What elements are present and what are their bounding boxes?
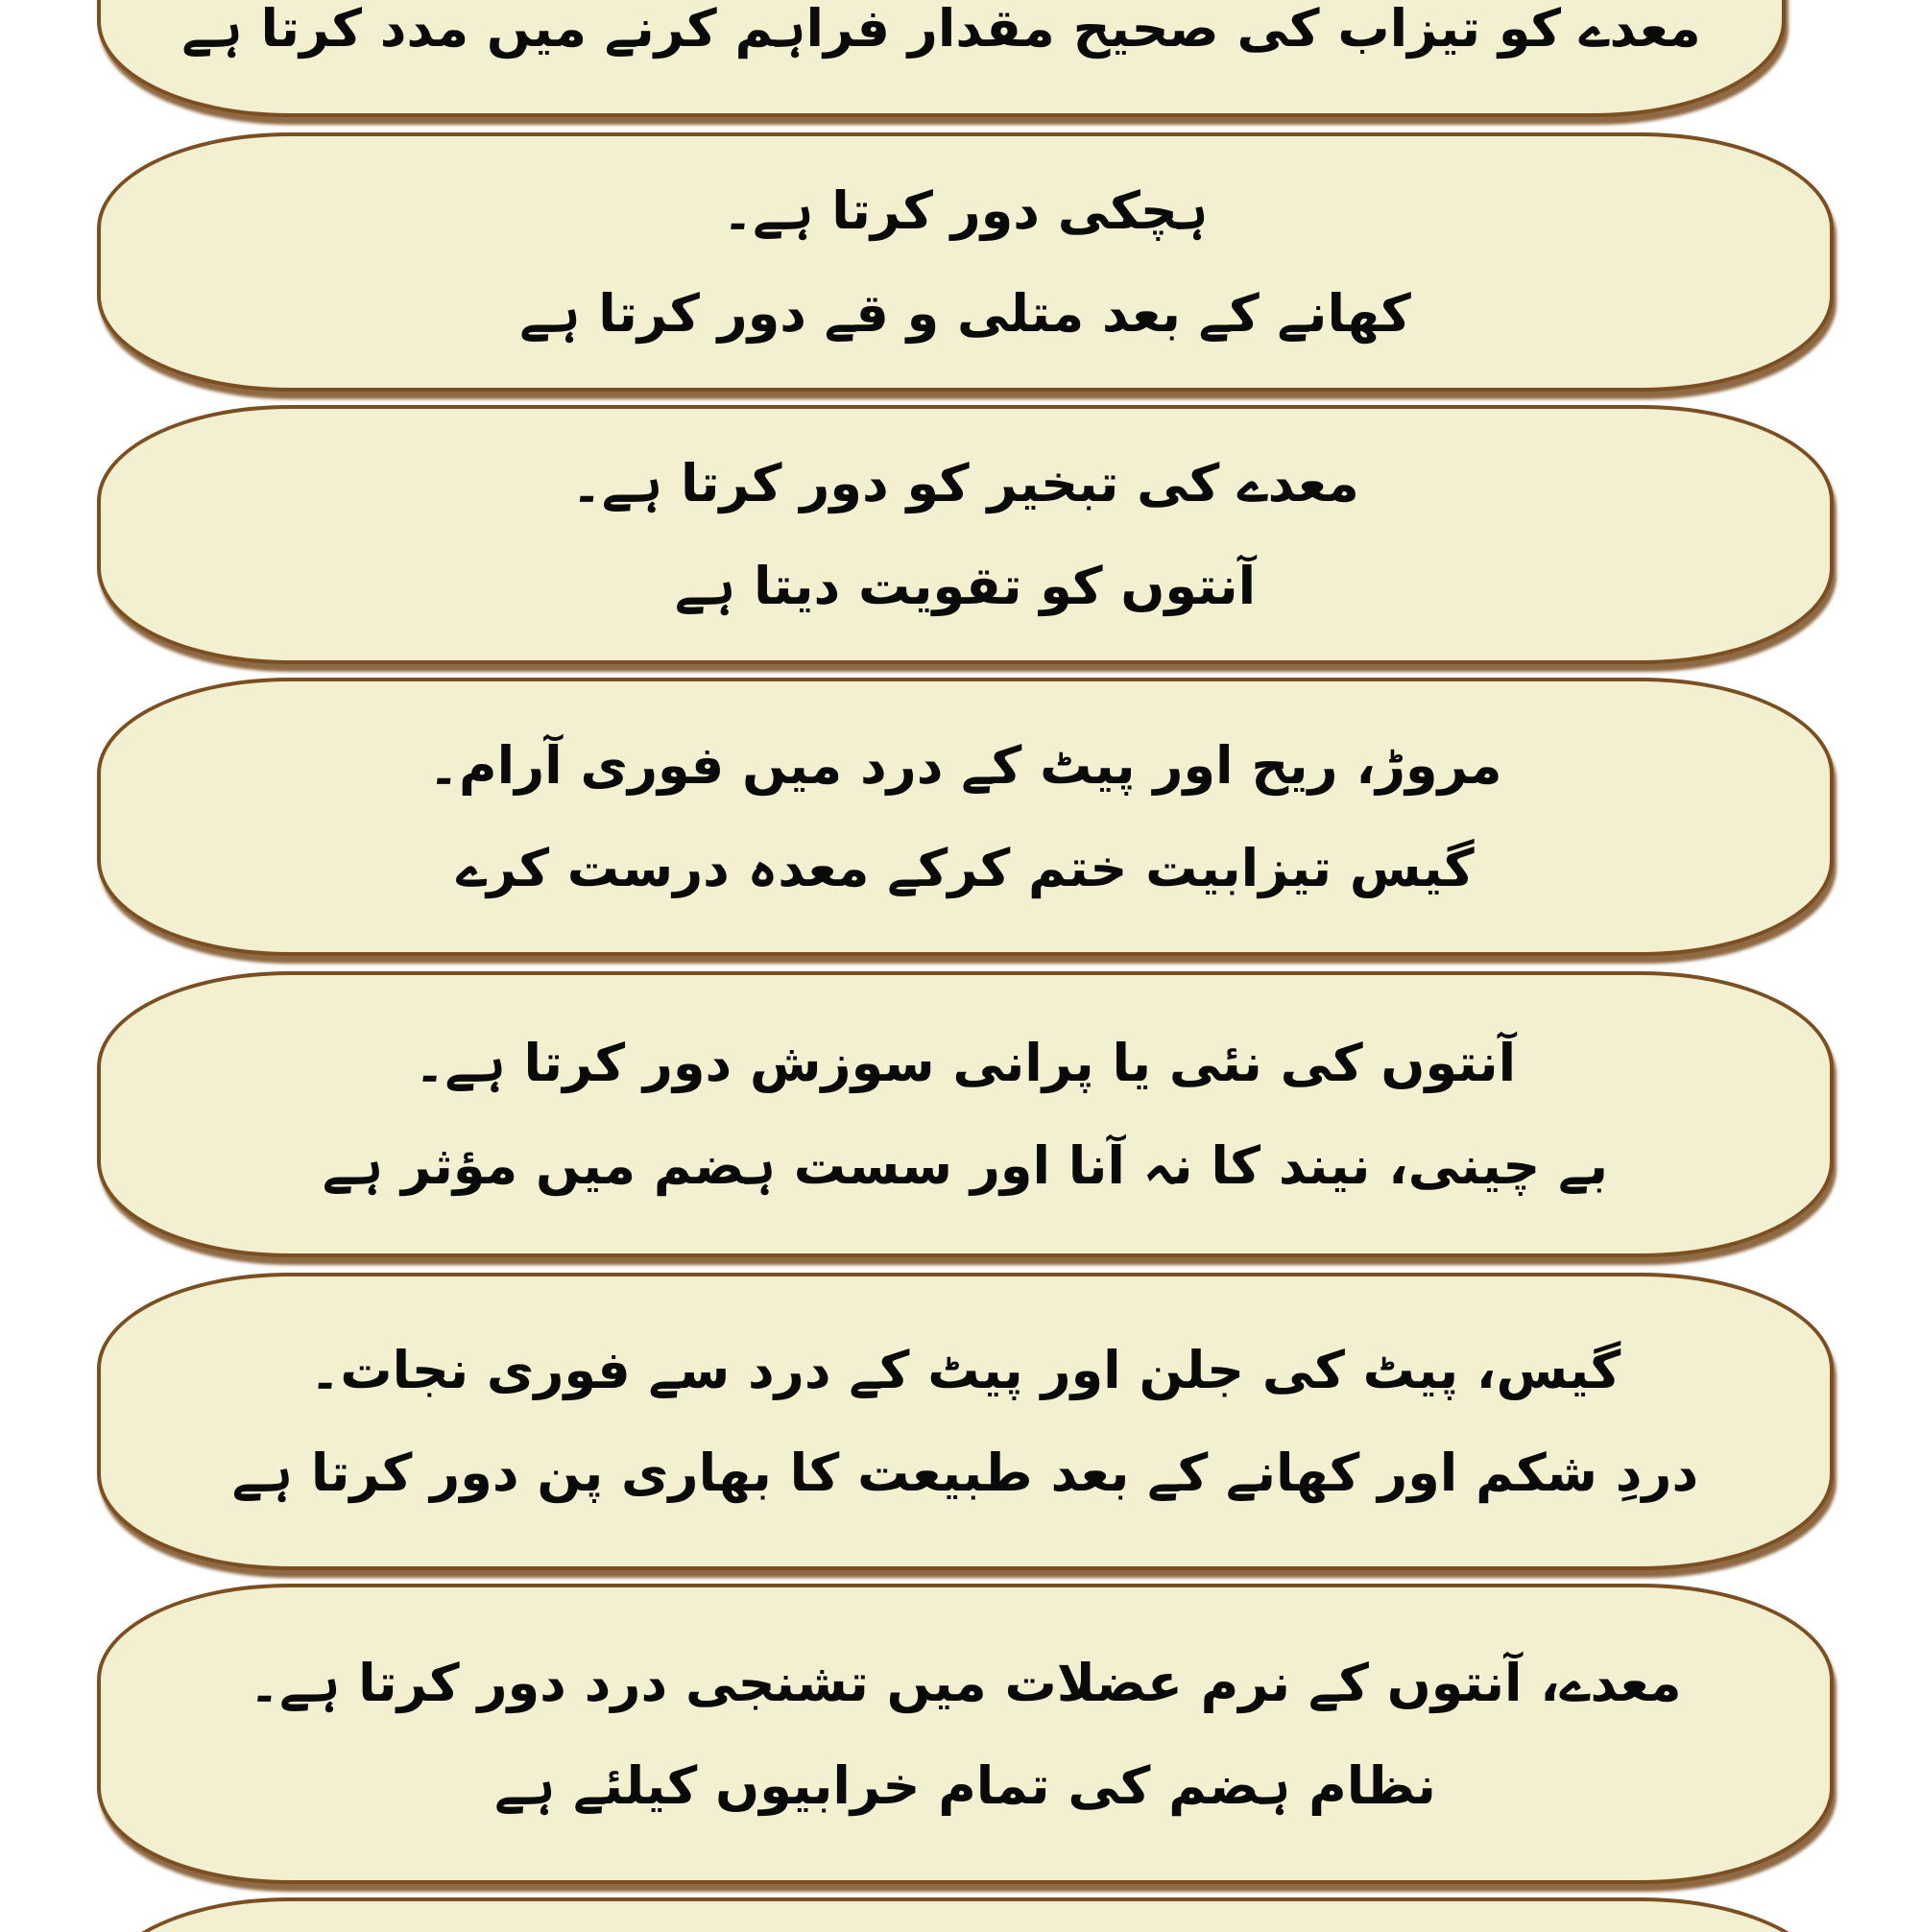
benefit-text-line: بے چینی، نیند کا نہ آنا اور سست ہضم میں مؤثر ہے (322, 1135, 1609, 1196)
benefit-text-line: دردِ شکم اور کھانے کے بعد طبیعت کا بھاری پن دور کرتا ہے (231, 1443, 1699, 1503)
benefit-card (97, 971, 1834, 1257)
benefit-text-line: گیس، پیٹ کی جلن اور پیٹ کے درد سے فوری نجات۔ (309, 1340, 1621, 1400)
benefit-card (97, 678, 1834, 956)
benefit-text-line: آنتوں کی نئی یا پرانی سوزش دور کرتا ہے۔ (414, 1033, 1517, 1093)
benefit-card (97, 405, 1834, 664)
benefit-text-line: ہچکی دور کرتا ہے۔ (722, 180, 1209, 241)
benefit-text-line: نظام ہضم کی تمام خرابیوں کیلئے ہے (494, 1754, 1436, 1816)
benefit-card (97, 1897, 1834, 1932)
benefit-text-line: مروڑ، ریح اور پیٹ کے درد میں فوری آرام۔ (428, 735, 1502, 796)
benefit-card (97, 132, 1834, 392)
benefit-text-line: کھانے کے بعد متلی و قے دور کرتا ہے (519, 283, 1411, 344)
benefit-text-line: معدے کی تبخیر کو دور کرتا ہے۔ (571, 453, 1359, 513)
benefit-text-line: معدے، آنتوں کے نرم عضلات میں تشنجی درد دور کرتا ہے۔ (249, 1652, 1682, 1713)
benefit-card (97, 1273, 1834, 1570)
benefit-card (97, 0, 1786, 117)
benefit-text-line: گیس تیزابیت ختم کرکے معدہ درست کرے (456, 838, 1475, 898)
benefit-text-line: آنتوں کو تقویت دیتا ہے (674, 556, 1257, 616)
benefit-card (97, 1584, 1834, 1884)
benefit-text-line: معدے کو تیزاب کی صحیح مقدار فراہم کرنے میں مدد کرتا ہے (181, 0, 1701, 59)
